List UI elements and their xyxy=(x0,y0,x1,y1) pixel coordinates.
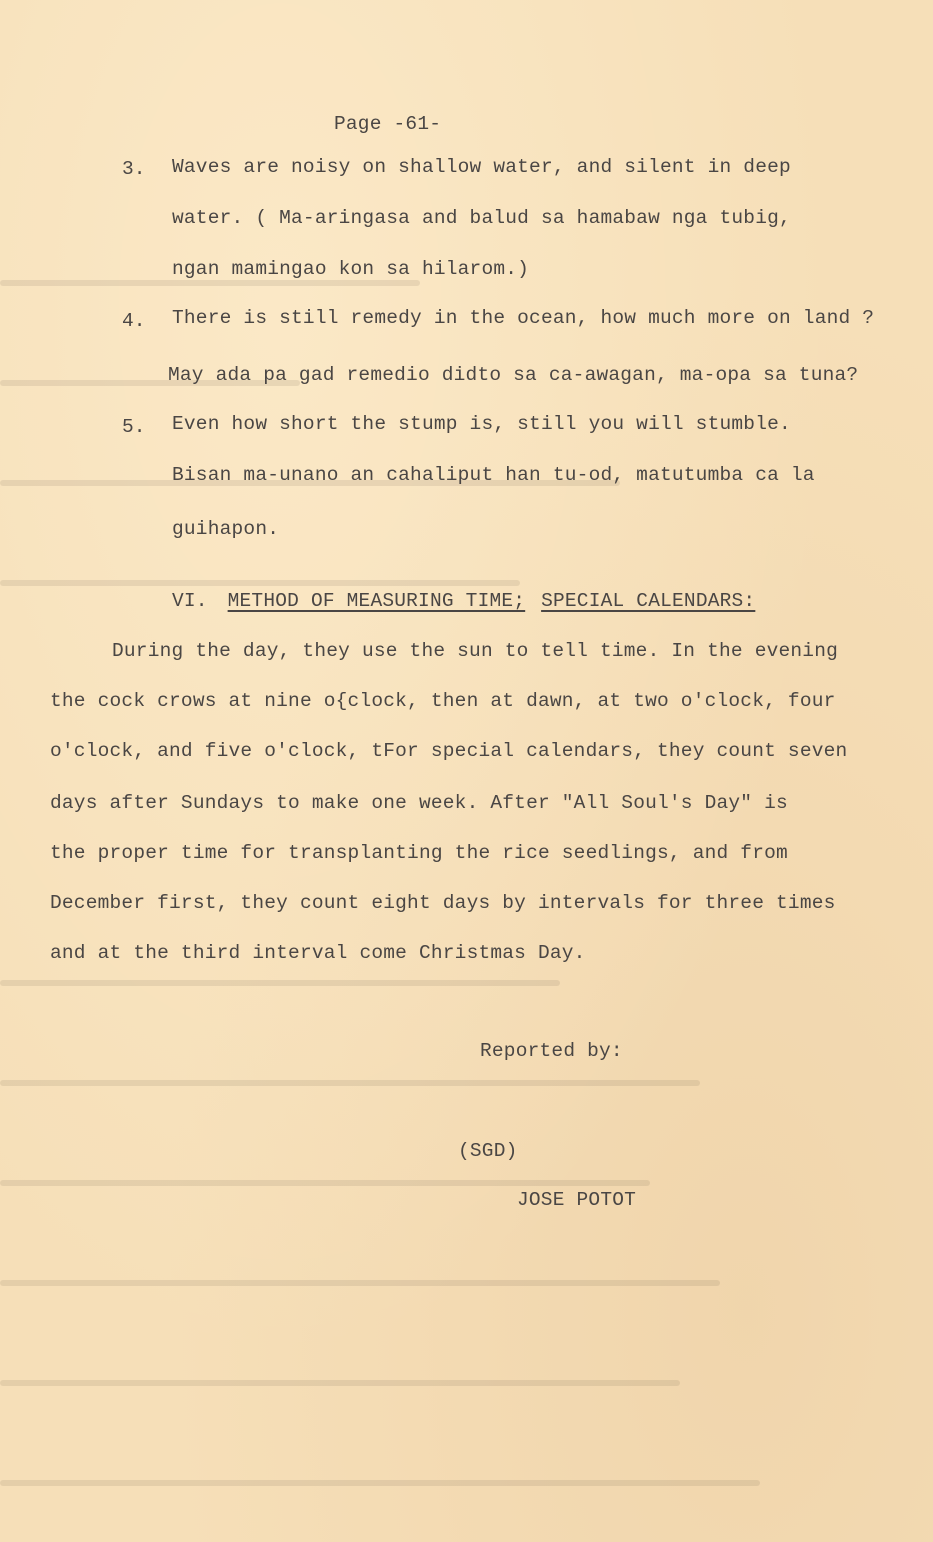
proverb-line: Bisan ma-unano an cahaliput han tu-od, matutumba ca la xyxy=(172,464,815,486)
body-line: days after Sundays to make one week. After "All Soul's Day" is xyxy=(50,792,788,814)
proverb-number: 4. xyxy=(122,310,146,332)
body-line: December first, they count eight days by intervals for three times xyxy=(50,892,836,914)
section-number: VI. xyxy=(172,590,208,612)
body-line: the cock crows at nine o{clock, then at dawn, at two o'clock, four xyxy=(50,690,836,712)
proverb-line: ngan mamingao kon sa hilarom.) xyxy=(172,258,530,280)
section-title-part2: SPECIAL CALENDARS: xyxy=(541,590,756,612)
body-line: and at the third interval come Christmas Day. xyxy=(50,942,586,964)
page-number-header: Page -61- xyxy=(334,113,442,135)
body-line: o'clock, and five o'clock, tFor special calendars, they count seven xyxy=(50,740,848,762)
body-line: the proper time for transplanting the rice seedlings, and from xyxy=(50,842,788,864)
body-line: During the day, they use the sun to tell time. In the evening xyxy=(112,640,839,662)
signed-marker: (SGD) xyxy=(458,1140,518,1162)
proverb-line: Waves are noisy on shallow water, and silent in deep xyxy=(172,156,791,178)
section-heading xyxy=(172,590,755,612)
section-title-part1: METHOD OF MEASURING TIME; xyxy=(227,590,526,612)
proverb-line: May ada pa gad remedio didto sa ca-awagan, ma-opa sa tuna? xyxy=(168,364,859,386)
reporter-name: JOSE POTOT xyxy=(517,1189,637,1211)
reported-by-label: Reported by: xyxy=(480,1040,623,1062)
proverb-line: guihapon. xyxy=(172,518,280,540)
proverb-number: 3. xyxy=(122,158,146,180)
proverb-number: 5. xyxy=(122,416,146,438)
proverb-line: Even how short the stump is, still you will stumble. xyxy=(172,413,791,435)
proverb-line: There is still remedy in the ocean, how much more on land ? xyxy=(172,307,875,329)
proverb-line: water. ( Ma-aringasa and balud sa hamabaw nga tubig, xyxy=(172,207,791,229)
